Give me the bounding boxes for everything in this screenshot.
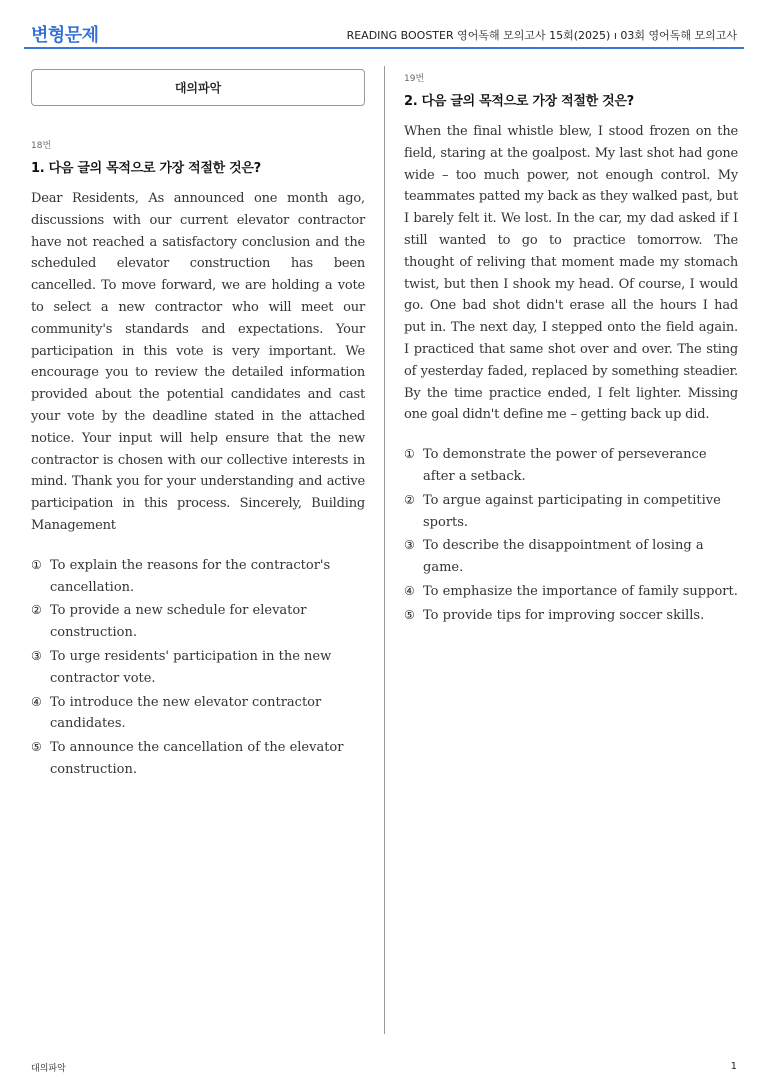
choice-marker: ③ [31,648,42,663]
answer-choice[interactable] [404,444,738,488]
choice-marker: ① [31,557,42,572]
answer-choices [404,444,738,626]
question-number: 18번 [31,141,52,151]
question-title: 2. 다음 글의 목적으로 가장 적절한 것은? [404,94,634,109]
question-passage: Dear Residents, As announced one month ago, discussions with our current elevator contractor have not reached a satisfactory conclusion and the scheduled elevator construction has been cancelled. To move forward, we are holding a vote to select a new contractor who will meet our community's standards and expectations. Your participation in this vote is very important. We encourage you to review the detailed information provided about the potential candidates and cast your vote by the deadline stated in the attached notice. Your input will help ensure that the new contractor is chosen with our collective interests in mind. Thank you for your understanding and active participation in this process. Sincerely, Building Management [31,191,365,533]
choice-text: To describe the disappointment of losing a game. [423,538,704,576]
page-number: 1 [730,1061,737,1072]
choice-text: To urge residents' participation in the new contractor vote. [50,648,332,686]
section-title-box [31,69,365,106]
answer-choice[interactable] [404,490,738,534]
choice-marker: ⑤ [31,740,42,755]
choice-marker: ② [404,492,415,507]
answer-choice[interactable] [31,692,365,736]
answer-choice[interactable] [404,581,738,603]
right-column [404,66,738,629]
choice-marker: ② [31,603,42,618]
header-divider [24,47,744,49]
footer-section-label: 대의파악 [31,1064,66,1074]
choice-text: To announce the cancellation of the elevator construction. [50,740,344,777]
question-number: 19번 [404,74,425,84]
answer-choice[interactable] [31,737,365,781]
column-divider [384,66,385,1034]
choice-marker: ③ [404,538,415,553]
choice-text: To demonstrate the power of perseverance after a setback. [423,447,707,484]
question-passage: When the final whistle blew, I stood frozen on the field, staring at the goalpost. My last shot had gone wide – too much power, not enough control. My teammates patted my back as they walked past, but I barely felt it. We lost. In the car, my dad asked if I still wanted to go to practice tomorrow. The thought of reliving that moment made my stomach twist, but then I shook my head. Of course, I would go. One bad shot didn't erase all the hours I had put in. The next day, I stepped onto the field again. I practiced that same shot over and over. The sting of yesterday faded, replaced by something steadier. By the time practice ended, I felt lighter. Missing one goal didn't define me – getting back up did. [404,124,738,423]
choice-text: To provide tips for improving soccer skills. [423,607,705,623]
choice-marker: ⑤ [404,607,415,622]
choice-text: To explain the reasons for the contractor's cancellation. [50,557,331,595]
choice-marker: ① [404,447,415,462]
answer-choice[interactable] [404,605,738,627]
choice-marker: ④ [404,583,415,598]
exam-title: READING BOOSTER 영어독해 모의고사 15회(2025) ı 03회 영어독해 모의고사 [346,29,737,42]
section-title: 대의파악 [174,81,222,95]
answer-choice[interactable] [31,555,365,599]
question-title: 1. 다음 글의 목적으로 가장 적절한 것은? [31,161,261,176]
answer-choice[interactable] [31,646,365,690]
answer-choice[interactable] [31,600,365,644]
left-column [31,66,365,783]
choice-text: To argue against participating in competitive sports. [423,492,721,530]
choice-text: To introduce the new elevator contractor candidates. [50,694,322,732]
page-header [0,0,768,50]
choice-text: To provide a new schedule for elevator construction. [50,603,307,641]
answer-choice[interactable] [404,535,738,579]
choice-text: To emphasize the importance of family support. [423,583,738,599]
choice-marker: ④ [31,694,42,709]
brand-title: 변형문제 [31,25,99,46]
answer-choices [31,555,365,781]
